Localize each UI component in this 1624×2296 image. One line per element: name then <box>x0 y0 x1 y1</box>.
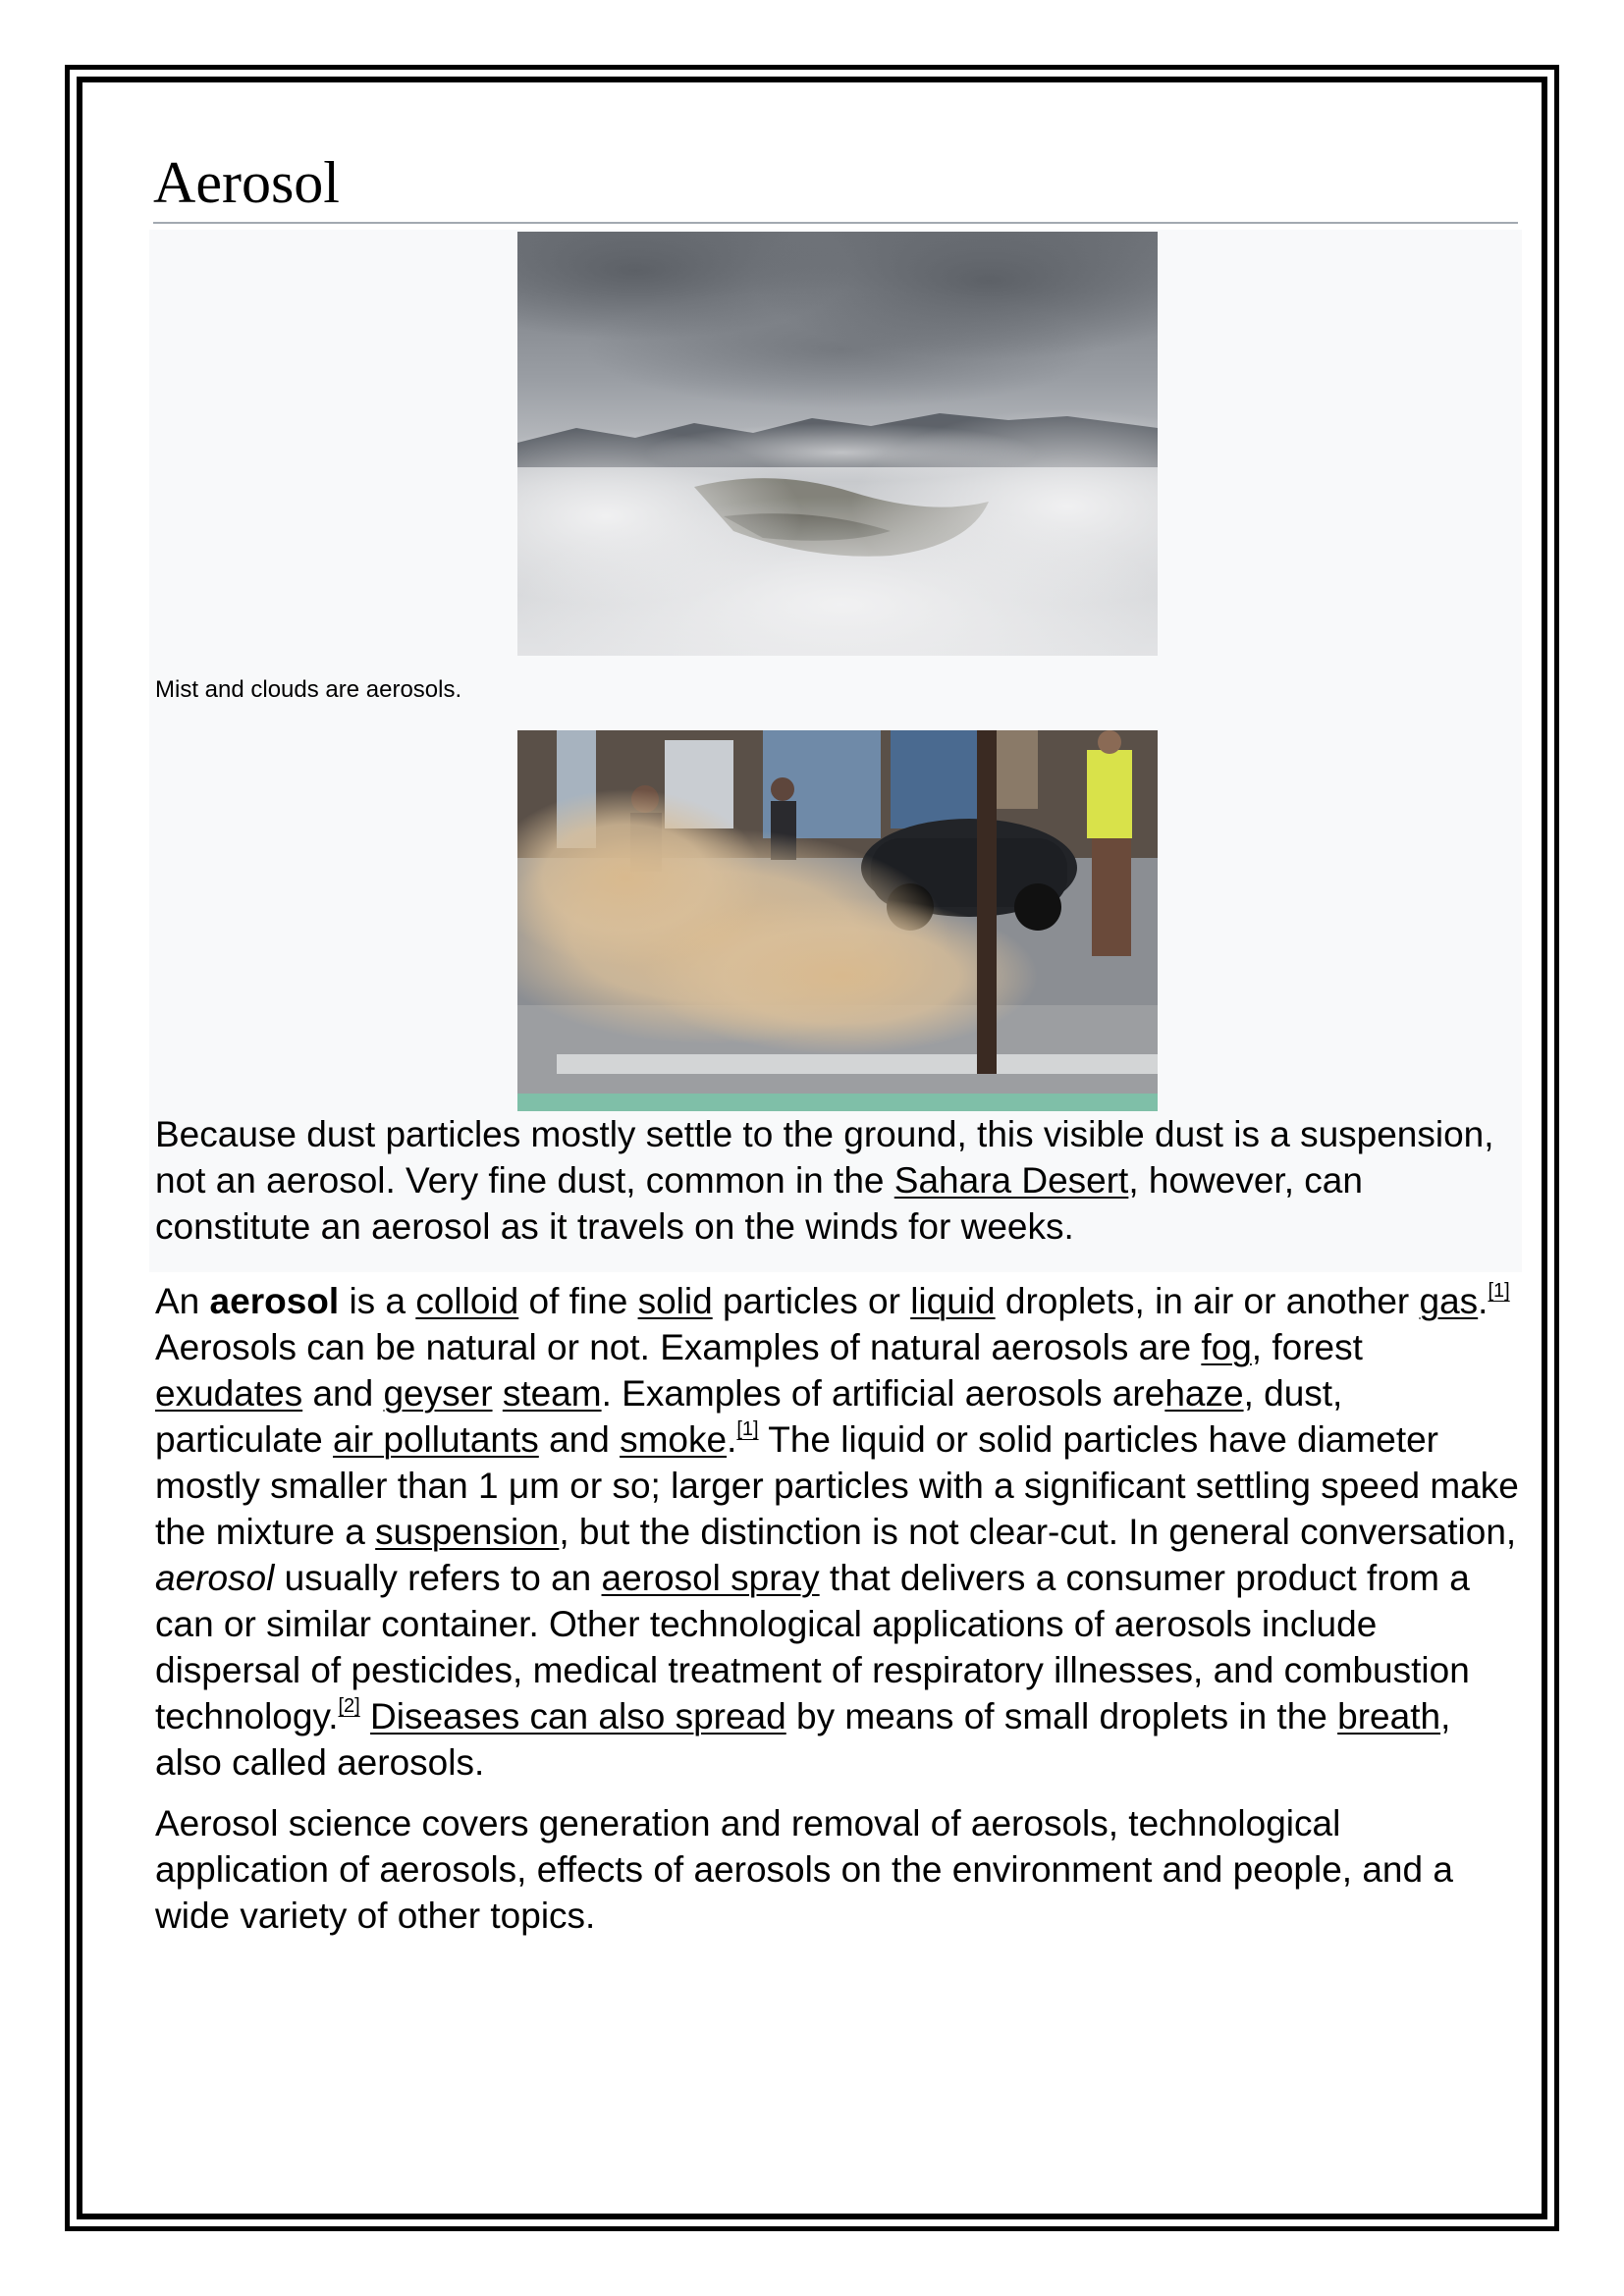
text: and <box>302 1373 384 1414</box>
dust-street-image[interactable] <box>517 730 1158 1111</box>
text: droplets, in air or another <box>995 1281 1420 1321</box>
caption-text: , however, can constitute an aerosol as it travels on the winds for weeks. <box>155 1160 1363 1247</box>
link-aerosol-spray[interactable]: aerosol spray <box>601 1558 820 1598</box>
link-colloid[interactable]: colloid <box>415 1281 519 1321</box>
link-gas[interactable]: gas <box>1419 1281 1479 1321</box>
link-smoke[interactable]: smoke <box>620 1419 728 1460</box>
text: usually refers to an <box>274 1558 602 1598</box>
link-air-pollutants[interactable]: air pollutants <box>333 1419 539 1460</box>
link-liquid[interactable]: liquid <box>910 1281 996 1321</box>
caption-text: Because dust particles mostly settle to the ground, this visible dust is a suspension, not an aerosol. Very fine dust, common in the <box>155 1114 1494 1201</box>
text: . <box>1478 1281 1489 1321</box>
text: An <box>155 1281 210 1321</box>
link-exudates[interactable]: exudates <box>155 1373 303 1414</box>
reference-1[interactable]: [1] <box>1488 1279 1510 1302</box>
link-steam[interactable]: steam <box>502 1373 602 1414</box>
text: , but the distinction is not clear-cut. In general conversation, <box>559 1512 1517 1552</box>
paragraph-intro <box>155 1278 1520 1786</box>
text: Aerosols can be natural or not. Examples of natural aerosols are <box>155 1327 1202 1367</box>
link-breath[interactable]: breath <box>1337 1696 1441 1736</box>
text: of fine <box>518 1281 638 1321</box>
link-diseases-can-also-spread[interactable]: Diseases can also spread <box>370 1696 786 1736</box>
image-caption: Mist and clouds are aerosols. <box>155 676 462 703</box>
text: , dust, particulate <box>155 1373 1343 1460</box>
text <box>360 1696 370 1736</box>
link-suspension[interactable]: suspension <box>375 1512 560 1552</box>
text: . Examples of artificial aerosols are <box>601 1373 1165 1414</box>
text: by means of small droplets in the <box>785 1696 1338 1736</box>
reference-1[interactable]: [1] <box>736 1417 759 1440</box>
text: that delivers a consumer product from a can or similar container. Other technological applications of aerosols include dispersal of pesticides, medical treatment of respiratory illnesses, and combustion technology. <box>155 1558 1470 1736</box>
link-sahara-desert[interactable]: Sahara Desert <box>893 1160 1129 1201</box>
link-solid[interactable]: solid <box>637 1281 713 1321</box>
italic-aerosol: aerosol <box>155 1558 275 1598</box>
reference-2[interactable]: [2] <box>338 1694 360 1717</box>
mist-clouds-image[interactable] <box>517 232 1158 656</box>
text: is a <box>339 1281 416 1321</box>
text: . <box>727 1419 737 1460</box>
text: The liquid or solid particles have diameter mostly smaller than 1 μm or so; larger particles with a significant settling speed make the mixture a <box>155 1419 1519 1552</box>
text: , forest <box>1251 1327 1363 1367</box>
link-geyser[interactable]: geyser <box>383 1373 493 1414</box>
text <box>493 1373 503 1414</box>
link-fog[interactable]: fog <box>1201 1327 1252 1367</box>
paragraph-aerosol-science: Aerosol science covers generation and removal of aerosols, technological application of aerosols, effects of aerosols on the environment and people, and a wide variety of other topics. <box>155 1803 1453 1936</box>
text: , also called aerosols. <box>155 1696 1451 1783</box>
image-caption-dust <box>155 1111 1510 1250</box>
term-aerosol: aerosol <box>209 1281 340 1321</box>
page-title: Aerosol <box>153 147 1518 224</box>
text: particles or <box>712 1281 911 1321</box>
text: and <box>538 1419 621 1460</box>
link-haze[interactable]: haze <box>1164 1373 1244 1414</box>
